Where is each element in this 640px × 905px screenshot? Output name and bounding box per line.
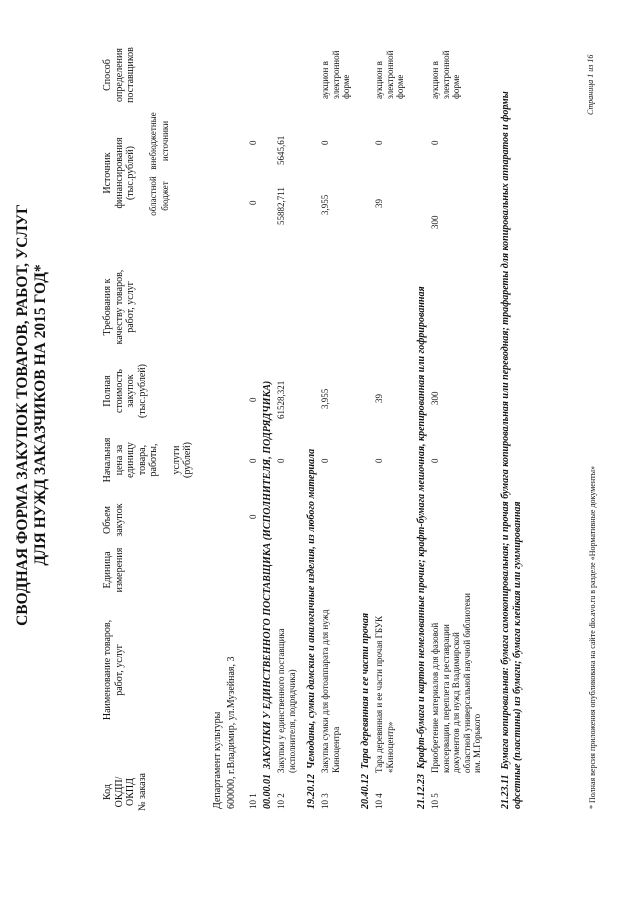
- header-name: Наименование товаров, работ, услуг: [102, 619, 125, 721]
- section-code: 00.00.01: [262, 774, 273, 809]
- row-method: аукцион в электронной форме: [320, 50, 351, 99]
- section-text: Тара деревянная и ее части прочая: [360, 613, 371, 769]
- row-code: 10 4: [374, 793, 384, 809]
- row-start-price: 0: [276, 458, 286, 463]
- row-regional: 300: [430, 215, 440, 229]
- row-total-cost: 3,955: [320, 388, 330, 409]
- header-code: Код ОКДП/ ОКПД № заказа: [102, 773, 148, 811]
- row-extra: 5645,61: [276, 135, 286, 165]
- section-text: Бумага копировальная: бумага самокопировальная; и прочая бумага копировальная или переводная; трафареты для копировальных аппаратов и формы офсетные (пластины) из бумаги; бумага клейкая или гуммированная: [500, 91, 523, 809]
- section-row: [360, 613, 372, 809]
- row-regional: 3,955: [320, 194, 330, 215]
- row-start-price: 0: [248, 458, 258, 463]
- header-total-cost: Полная стоимость закупок (тыс.рублей): [102, 363, 148, 419]
- section-text: ЗАКУПКИ У ЕДИНСТВЕННОГО ПОСТАВЩИКА (ИСПОЛНИТЕЛЯ, ПОДРЯДЧИКА): [262, 380, 273, 769]
- header-source-extra: внебюджетные источники: [148, 112, 170, 170]
- header-source-regional: областной бюджет: [148, 176, 170, 216]
- section-row: [416, 286, 428, 809]
- footnote: * Полная версия приложения опубликована на сайте dio.avo.ru в разделе «Нормативные документы»: [588, 466, 597, 809]
- row-regional: 55882,711: [276, 187, 286, 225]
- header-source: Источник финансирования (тыс.рублей): [102, 137, 136, 209]
- section-text: Чемоданы, сумки дамские и аналогичные изделия, из любого материала: [306, 448, 317, 769]
- row-method: аукцион в электронной форме: [430, 50, 461, 99]
- row-volume: 0: [248, 514, 258, 519]
- title-line-1: СВОДНАЯ ФОРМА ЗАКУПОК ТОВАРОВ, РАБОТ, УСЛУГ: [14, 204, 31, 626]
- row-start-price: 0: [320, 458, 330, 463]
- row-start-price: 0: [430, 458, 440, 463]
- row-extra: 0: [374, 140, 384, 145]
- row-total-cost: 0: [248, 397, 258, 402]
- header-volume: Объем закупок: [102, 503, 125, 537]
- row-total-cost: 300: [430, 391, 440, 405]
- row-name: Закупка сумки для фотоаппарата для нужд Киноцентра: [320, 609, 341, 773]
- department-name: Департамент культуры: [212, 711, 223, 809]
- section-code: 19.20.12: [306, 774, 317, 809]
- row-regional: 39: [374, 199, 384, 208]
- section-row: [306, 449, 318, 809]
- header-quality: Требования к качеству товаров, работ, услуг: [102, 269, 136, 345]
- row-code: 10 5: [430, 793, 440, 809]
- row-extra: 0: [430, 140, 440, 145]
- section-code: 21.12.23: [416, 774, 427, 809]
- row-total-cost: 39: [374, 394, 384, 403]
- row-code: 10 3: [320, 793, 330, 809]
- row-method: аукцион в электронной форме: [374, 50, 405, 99]
- section-row: [500, 69, 524, 809]
- row-regional: 0: [248, 200, 258, 205]
- page-number: Страница 1 из 16: [586, 54, 595, 115]
- row-extra: 0: [320, 140, 330, 145]
- row-code: 10 2: [276, 793, 286, 809]
- header-method: Способ определения поставщиков: [102, 47, 136, 103]
- row-name: Тара деревянная и ее части прочая ГБУК «Киноцентр»: [374, 615, 395, 773]
- row-extra: 0: [248, 140, 258, 145]
- row-code: 10 1: [248, 793, 258, 809]
- section-text: Крафт-бумага и картон немелованные прочие; крафт-бумага мешочная, крепированная или гофрированная: [416, 286, 427, 769]
- title-line-2: ДЛЯ НУЖД ЗАКАЗЧИКОВ НА 2015 ГОД*: [32, 264, 49, 566]
- section-row: [262, 381, 274, 809]
- section-code: 21.23.11: [500, 774, 511, 809]
- page-title: [14, 75, 50, 755]
- row-name: Закупки у единственного поставщика (исполнителя, подрядчика): [276, 628, 297, 773]
- row-name: Приобретение материалов для фазовой консервации, переплета и реставрации документов для нужд Владимирской областной универсальной научной библиотеки им. М.Горького: [430, 593, 482, 773]
- row-total-cost: 61528,321: [276, 380, 286, 419]
- header-unit: Единица измерения: [102, 547, 125, 593]
- header-start-price: Начальная цена за единицу товара, работы, услуги (рублей): [102, 437, 193, 483]
- department-address: 600000, г.Владимир, ул.Музейная, 3: [226, 656, 237, 809]
- row-start-price: 0: [374, 458, 384, 463]
- section-code: 20.40.12: [360, 774, 371, 809]
